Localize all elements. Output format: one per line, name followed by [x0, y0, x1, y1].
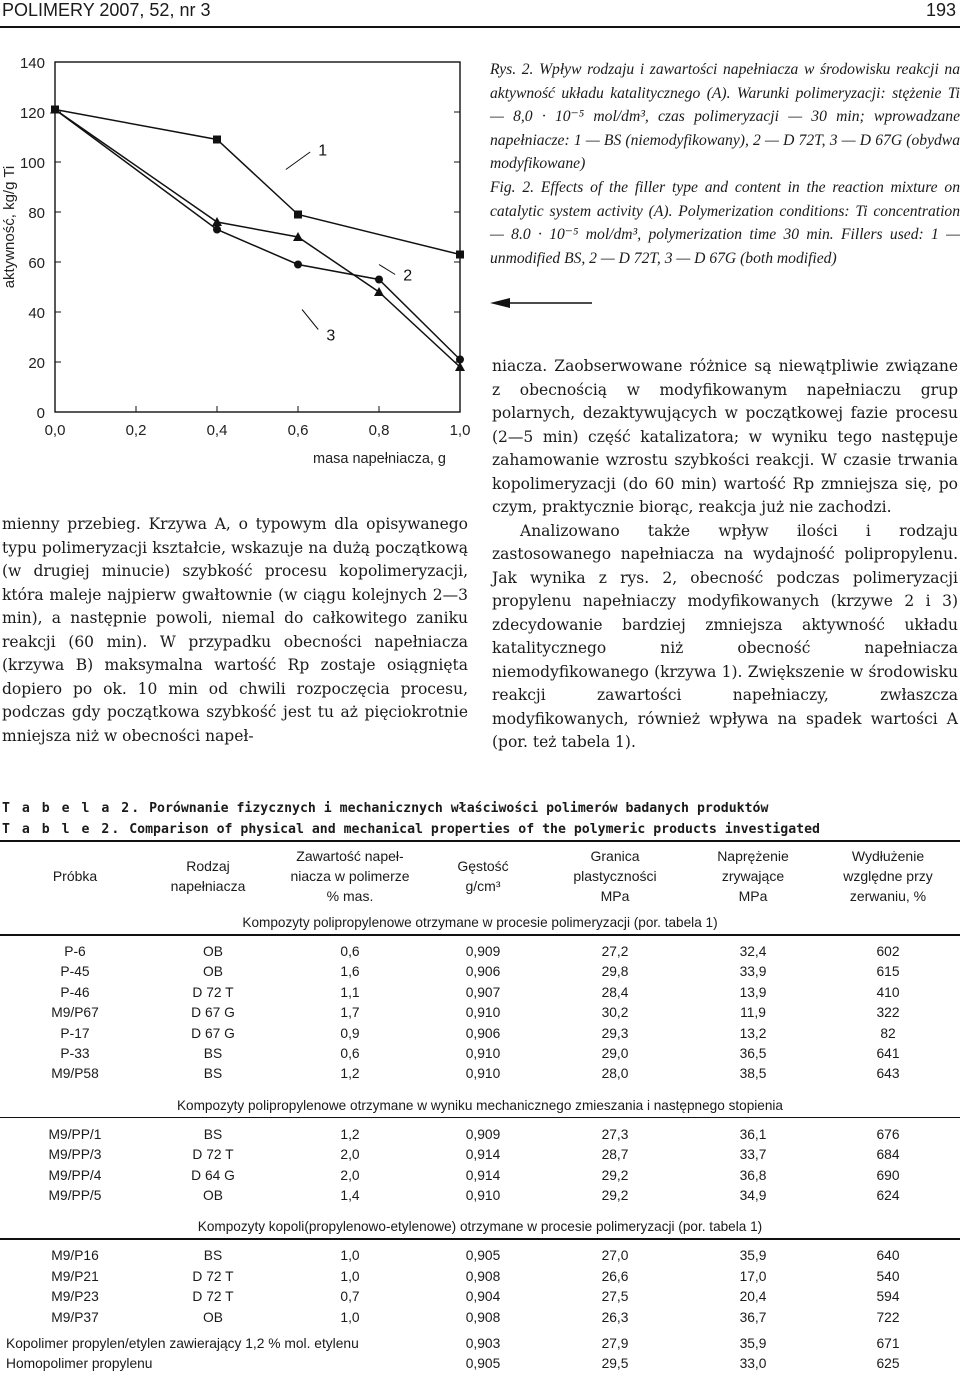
table-cell: 676	[876, 1126, 900, 1142]
table-cell: 0,910	[465, 1188, 501, 1203]
table-cell: 27,2	[601, 944, 629, 959]
table-cell: 0,906	[465, 964, 501, 980]
table-cell: 410	[876, 984, 900, 1000]
table-label-en: T a b l e 2.	[2, 822, 122, 837]
table-cell: 0,909	[465, 944, 501, 959]
table-cell: 26,6	[601, 1268, 629, 1284]
table-cell: 28,4	[601, 984, 629, 1000]
table-row	[0, 1336, 960, 1356]
table-cell: 0,905	[465, 1248, 501, 1264]
table-cell: 1,0	[340, 1309, 360, 1325]
y-tick-label: 120	[19, 105, 45, 122]
series-2-point	[374, 287, 384, 296]
table-row	[0, 1310, 960, 1330]
table-cell: 0,908	[465, 1268, 501, 1284]
journal-title: POLIMERY 2007, 52, nr 3	[2, 0, 211, 20]
table-cell: 29,8	[601, 964, 629, 980]
table-cell: 0,906	[465, 1025, 501, 1041]
body-right-paragraph-1: niacza. Zaobserwowane różnice są niewątpliwie związane z obecnością w modyfikowanym napełniaczu grup polarnych, dezaktywujących w początkowej fazie procesu (2—5 min) część katalizatora; w wyniku tego następuje zahamowanie wzrostu szybkości reakcji. W czasie trwania kopolimeryzacji (do 60 min) wartość Rp zmniejsza się, po czym, praktycznie biorąc, reakcja już nie zachodzi.	[492, 357, 958, 516]
table-cell: 33,9	[739, 964, 767, 980]
table-cell: 0,910	[465, 1005, 501, 1021]
table-cell: M9/P16	[51, 1248, 99, 1264]
table-label-pl: T a b e l a 2.	[2, 801, 142, 816]
body-right-column	[492, 355, 958, 755]
table-cell: 1,4	[340, 1188, 360, 1203]
table-cell: M9/P23	[51, 1289, 99, 1305]
series-line-1	[55, 110, 460, 255]
table-cell: OB	[203, 944, 223, 959]
curve-label-3: 3	[326, 327, 336, 345]
table-cell: 1,6	[340, 964, 360, 980]
table-cell: 36,8	[739, 1167, 767, 1183]
section-rule	[0, 1117, 960, 1119]
table-row	[0, 964, 960, 984]
series-3-point	[456, 356, 464, 364]
table-cell: 0,909	[465, 1126, 501, 1142]
body-right-paragraph-2: Analizowano także wpływ ilości i rodzaju zastosowanego napełniacza na wydajność polipropylenu. Jak wynika z rys. 2, obecność podczas polimeryzacji propylenu napełniaczy modyfikowanych (krzywe 2 i 3) zdecydowanie bardziej zmniejsza aktywność układu katalitycznego niż obecność napełniacza niemodyfikowanego (krzywa 1). Zwiększenie w środowisku reakcji zawartości napełniaczy, zwłaszcza modyfikowanych, również wpływa na spadek wartości A (por. też tabela 1).	[492, 521, 958, 751]
table-cell: 35,9	[739, 1248, 767, 1264]
page-header	[0, 0, 960, 24]
table-caption-en	[2, 819, 820, 840]
header-rule	[0, 26, 960, 28]
curve-label-1: 1	[318, 142, 328, 160]
table-cell: BS	[203, 1126, 223, 1142]
table-cell: 690	[876, 1167, 900, 1183]
table-section-title: Kompozyty kopoli(propylenowo-etylenowe) otrzymane w procesie polimeryzacji (por. tabela 1)	[197, 1219, 763, 1235]
series-1-point	[213, 136, 221, 144]
table-cell: 13,2	[739, 1025, 767, 1041]
table-cell: 0,6	[340, 944, 360, 959]
table-cell: 1,7	[340, 1005, 360, 1021]
table-cell: M9/P67	[51, 1005, 99, 1021]
caption-pl: Rys. 2. Wpływ rodzaju i zawartości napełniacza w środowisku reakcji na aktywność układu katalitycznego (A). Warunki polimeryzacji: stężenie Ti — 8,0 · 10⁻⁵ mol/dm³, czas polimeryzacji — 30 min; wprowadzane napełniacze: 1 — BS (niemodyfikowany), 2 — D 72T, 3 — D 67G (obydwa modyfikowane)	[490, 61, 960, 173]
table-cell: 0,6	[340, 1046, 360, 1061]
table-cell: 30,2	[601, 1005, 629, 1021]
table-cell: P-17	[60, 1025, 90, 1041]
table-top-rule	[0, 840, 960, 842]
table-cell: 641	[876, 1046, 900, 1061]
table-cell: 26,3	[601, 1309, 629, 1325]
table-row	[0, 944, 960, 964]
table-row	[0, 1066, 960, 1086]
table-row	[0, 1356, 960, 1376]
table-cell: 722	[876, 1309, 900, 1325]
x-tick-label: 1,0	[449, 422, 471, 439]
table-cell: 0,914	[465, 1147, 501, 1163]
table-row	[0, 985, 960, 1005]
table-cell: 33,7	[739, 1147, 767, 1163]
table-cell: D 72 T	[192, 984, 234, 1000]
table-row	[0, 1026, 960, 1046]
section-rule	[0, 934, 960, 936]
table-cell: 11,9	[740, 1005, 766, 1021]
table-cell: 1,2	[340, 1126, 360, 1142]
properties-table	[0, 840, 960, 1376]
table-cell: 0,907	[465, 984, 501, 1000]
y-tick-label: 60	[28, 255, 45, 272]
col-header-density: Gęstość g/cm³	[457, 858, 509, 894]
table-cell: 0,904	[465, 1289, 501, 1305]
table-cell: M9/P37	[51, 1309, 99, 1325]
table-cell: D 72 T	[192, 1289, 234, 1305]
table-cell: D 67 G	[191, 1005, 235, 1021]
series-line-3	[55, 110, 460, 360]
series-2-point	[212, 217, 222, 226]
table-cell: M9/PP/3	[48, 1147, 102, 1163]
table-cell: 615	[876, 964, 900, 980]
y-tick-label: 40	[28, 305, 45, 322]
table-row	[0, 1248, 960, 1268]
table-row	[0, 1005, 960, 1025]
series-1-point	[294, 211, 302, 219]
x-tick-label: 0,8	[368, 422, 390, 439]
table-caption-pl-text: Porównanie fizycznych i mechanicznych właściwości polimerów badanych produktów	[149, 801, 769, 816]
series-3-point	[213, 226, 221, 234]
series-3-point	[375, 276, 383, 284]
table-cell: Homopolimer propylenu	[6, 1356, 153, 1372]
table-cell: 32,4	[739, 944, 767, 959]
table-cell: D 72 T	[192, 1268, 234, 1284]
series-line-2	[55, 110, 460, 368]
table-cell: 35,9	[739, 1336, 767, 1351]
section-rule	[0, 1238, 960, 1240]
y-axis-label: aktywność, kg/g Ti	[1, 165, 18, 289]
table-cell: 0,905	[465, 1356, 501, 1372]
table-cell: 540	[876, 1268, 900, 1284]
body-left-paragraph: mienny przebieg. Krzywa A, o typowym dla opisywanego typu polimeryzacji kształcie, wskazuje na dużą początkową (w drugiej minucie) szybkość procesu kopolimeryzacji, która maleje najpierw gwałtownie (w ciągu kolejnych 2—3 min), a następnie powoli, niemal do całkowitego zaniku reakcji (60 min). W przypadku obecności napełniacza (krzywa B) maksymalna wartość Rp zostaje osiągnięta dopiero po ok. 10 min od chwili rozpoczęcia procesu, podczas gdy początkowa szybkość jest tu aż pięciokrotnie mniejsza niż w obecności napeł-	[2, 515, 468, 745]
table-caption-pl	[2, 798, 820, 819]
table-cell: 322	[876, 1005, 900, 1021]
table-caption-en-text: Comparison of physical and mechanical properties of the polymeric products investigated	[129, 822, 820, 837]
table-caption	[2, 798, 820, 840]
table-section-title: Kompozyty polipropylenowe otrzymane w procesie polimeryzacji (por. tabela 1)	[242, 915, 718, 930]
table-cell: 1,1	[340, 984, 360, 1000]
table-row	[0, 1168, 960, 1188]
table-cell: P-45	[60, 964, 90, 980]
table-cell: P-46	[60, 984, 90, 1000]
table-cell: M9/PP/5	[48, 1188, 102, 1203]
series-3-point	[51, 106, 59, 114]
table-cell: M9/P21	[51, 1268, 99, 1284]
table-cell: D 67 G	[191, 1025, 235, 1041]
table-cell: 1,0	[340, 1248, 360, 1264]
table-cell: 20,4	[739, 1289, 767, 1305]
y-tick-label: 140	[19, 55, 45, 72]
curve-label-leader-3	[302, 310, 318, 330]
col-header-elongation: Wydłużenie względne przy zerwaniu, %	[843, 848, 933, 904]
table-row	[0, 1269, 960, 1289]
x-axis-label: masa napełniacza, g	[313, 451, 446, 467]
table-cell: 36,7	[739, 1309, 767, 1325]
table-cell: 1,0	[340, 1268, 360, 1284]
col-header-tensile: Naprężenie zrywające MPa	[717, 848, 789, 904]
table-cell: 27,3	[601, 1126, 629, 1142]
table-row	[0, 1289, 960, 1309]
activity-chart	[0, 40, 486, 540]
table-cell: 13,9	[739, 984, 767, 1000]
table-cell: BS	[203, 1248, 223, 1264]
table-cell: D 64 G	[191, 1167, 235, 1183]
table-cell: 0,7	[340, 1289, 360, 1305]
table-row	[0, 1147, 960, 1167]
table-cell: M9/PP/1	[48, 1126, 102, 1142]
table-cell: 28,7	[601, 1147, 629, 1163]
arrow-left-icon	[490, 296, 594, 310]
figure-caption	[490, 58, 960, 270]
table-cell: 33,0	[739, 1356, 767, 1372]
table-cell: OB	[203, 1188, 223, 1203]
table-cell: P-33	[60, 1046, 90, 1061]
table-cell: 29,0	[601, 1046, 629, 1061]
table-cell: Kopolimer propylen/etylen zawierający 1,2 % mol. etylenu	[6, 1336, 359, 1351]
table-cell: 643	[876, 1066, 900, 1082]
table-cell: 29,2	[601, 1188, 629, 1203]
page-number: 193	[925, 0, 956, 20]
table-cell: 36,1	[739, 1126, 767, 1142]
table-cell: P-6	[64, 944, 86, 959]
table-cell: M9/PP/4	[48, 1167, 102, 1183]
table-cell: M9/P58	[51, 1066, 99, 1082]
plot-frame	[55, 62, 460, 412]
col-header-filler: Rodzaj napełniacza	[170, 858, 246, 894]
table-cell: 602	[876, 944, 900, 959]
table-cell: OB	[203, 964, 223, 980]
table-cell: 684	[876, 1147, 900, 1163]
curve-label-leader-1	[286, 152, 310, 170]
y-tick-label: 80	[28, 205, 45, 222]
table-row	[0, 1046, 960, 1066]
table-cell: 2,0	[340, 1167, 360, 1183]
series-1-point	[456, 251, 464, 259]
curve-label-leader-2	[379, 265, 395, 275]
table-cell: 17,0	[739, 1268, 767, 1284]
table-cell: 624	[876, 1188, 900, 1203]
x-tick-label: 0,2	[125, 422, 147, 439]
body-left-column	[2, 513, 468, 748]
x-tick-label: 0,4	[206, 422, 228, 439]
curve-label-2: 2	[403, 267, 413, 285]
table-cell: 27,9	[601, 1336, 629, 1351]
table-cell: BS	[203, 1066, 223, 1082]
table-cell: BS	[203, 1046, 223, 1061]
series-3-point	[294, 261, 302, 269]
x-tick-label: 0,0	[44, 422, 66, 439]
table-cell: 27,5	[601, 1289, 629, 1305]
table-cell: 1,2	[340, 1066, 360, 1082]
table-cell: 640	[876, 1248, 900, 1264]
table-cell: 27,0	[601, 1248, 629, 1264]
table-cell: 0,910	[465, 1066, 501, 1082]
table-cell: D 72 T	[192, 1147, 234, 1163]
table-cell: 29,5	[601, 1356, 629, 1372]
table-cell: 38,5	[739, 1066, 767, 1082]
caption-en: Fig. 2. Effects of the filler type and content in the reaction mixture on catalytic system activity (A). Polymerization conditions: Ti concentration — 8.0 · 10⁻⁵ mol/dm³, polymerization time 30 min. Fillers used: 1 — unmodified BS, 2 — D 72T, 3 — D 67G (both modified)	[490, 178, 960, 267]
table-cell: OB	[203, 1309, 223, 1325]
table-row	[0, 1127, 960, 1147]
table-cell: 594	[876, 1289, 900, 1305]
table-cell: 2,0	[340, 1147, 360, 1163]
x-tick-label: 0,6	[287, 422, 309, 439]
table-cell: 29,3	[601, 1025, 629, 1041]
table-cell: 625	[876, 1356, 900, 1372]
table-cell: 34,9	[739, 1188, 767, 1203]
col-header-sample: Próbka	[52, 868, 98, 884]
table-cell: 0,910	[465, 1046, 501, 1061]
table-cell: 0,9	[340, 1025, 360, 1041]
y-tick-label: 20	[28, 355, 45, 372]
y-tick-label: 100	[19, 155, 45, 172]
table-section-title: Kompozyty polipropylenowe otrzymane w wyniku mechanicznego zmieszania i następnego stopienia	[176, 1097, 783, 1113]
col-header-yield: Granica plastyczności MPa	[573, 848, 657, 904]
table-cell: 29,2	[601, 1167, 629, 1183]
col-header-content: Zawartość napeł- niacza w polimerze % mas.	[290, 848, 410, 904]
table-cell: 36,5	[739, 1046, 767, 1061]
table-cell: 0,908	[465, 1309, 501, 1325]
y-tick-label: 0	[36, 405, 45, 422]
table-cell: 671	[876, 1336, 900, 1351]
table-row	[0, 1188, 960, 1208]
table-cell: 28,0	[601, 1066, 629, 1082]
table-cell: 82	[880, 1025, 896, 1041]
table-cell: 0,903	[465, 1336, 501, 1351]
table-cell: 0,914	[465, 1167, 501, 1183]
